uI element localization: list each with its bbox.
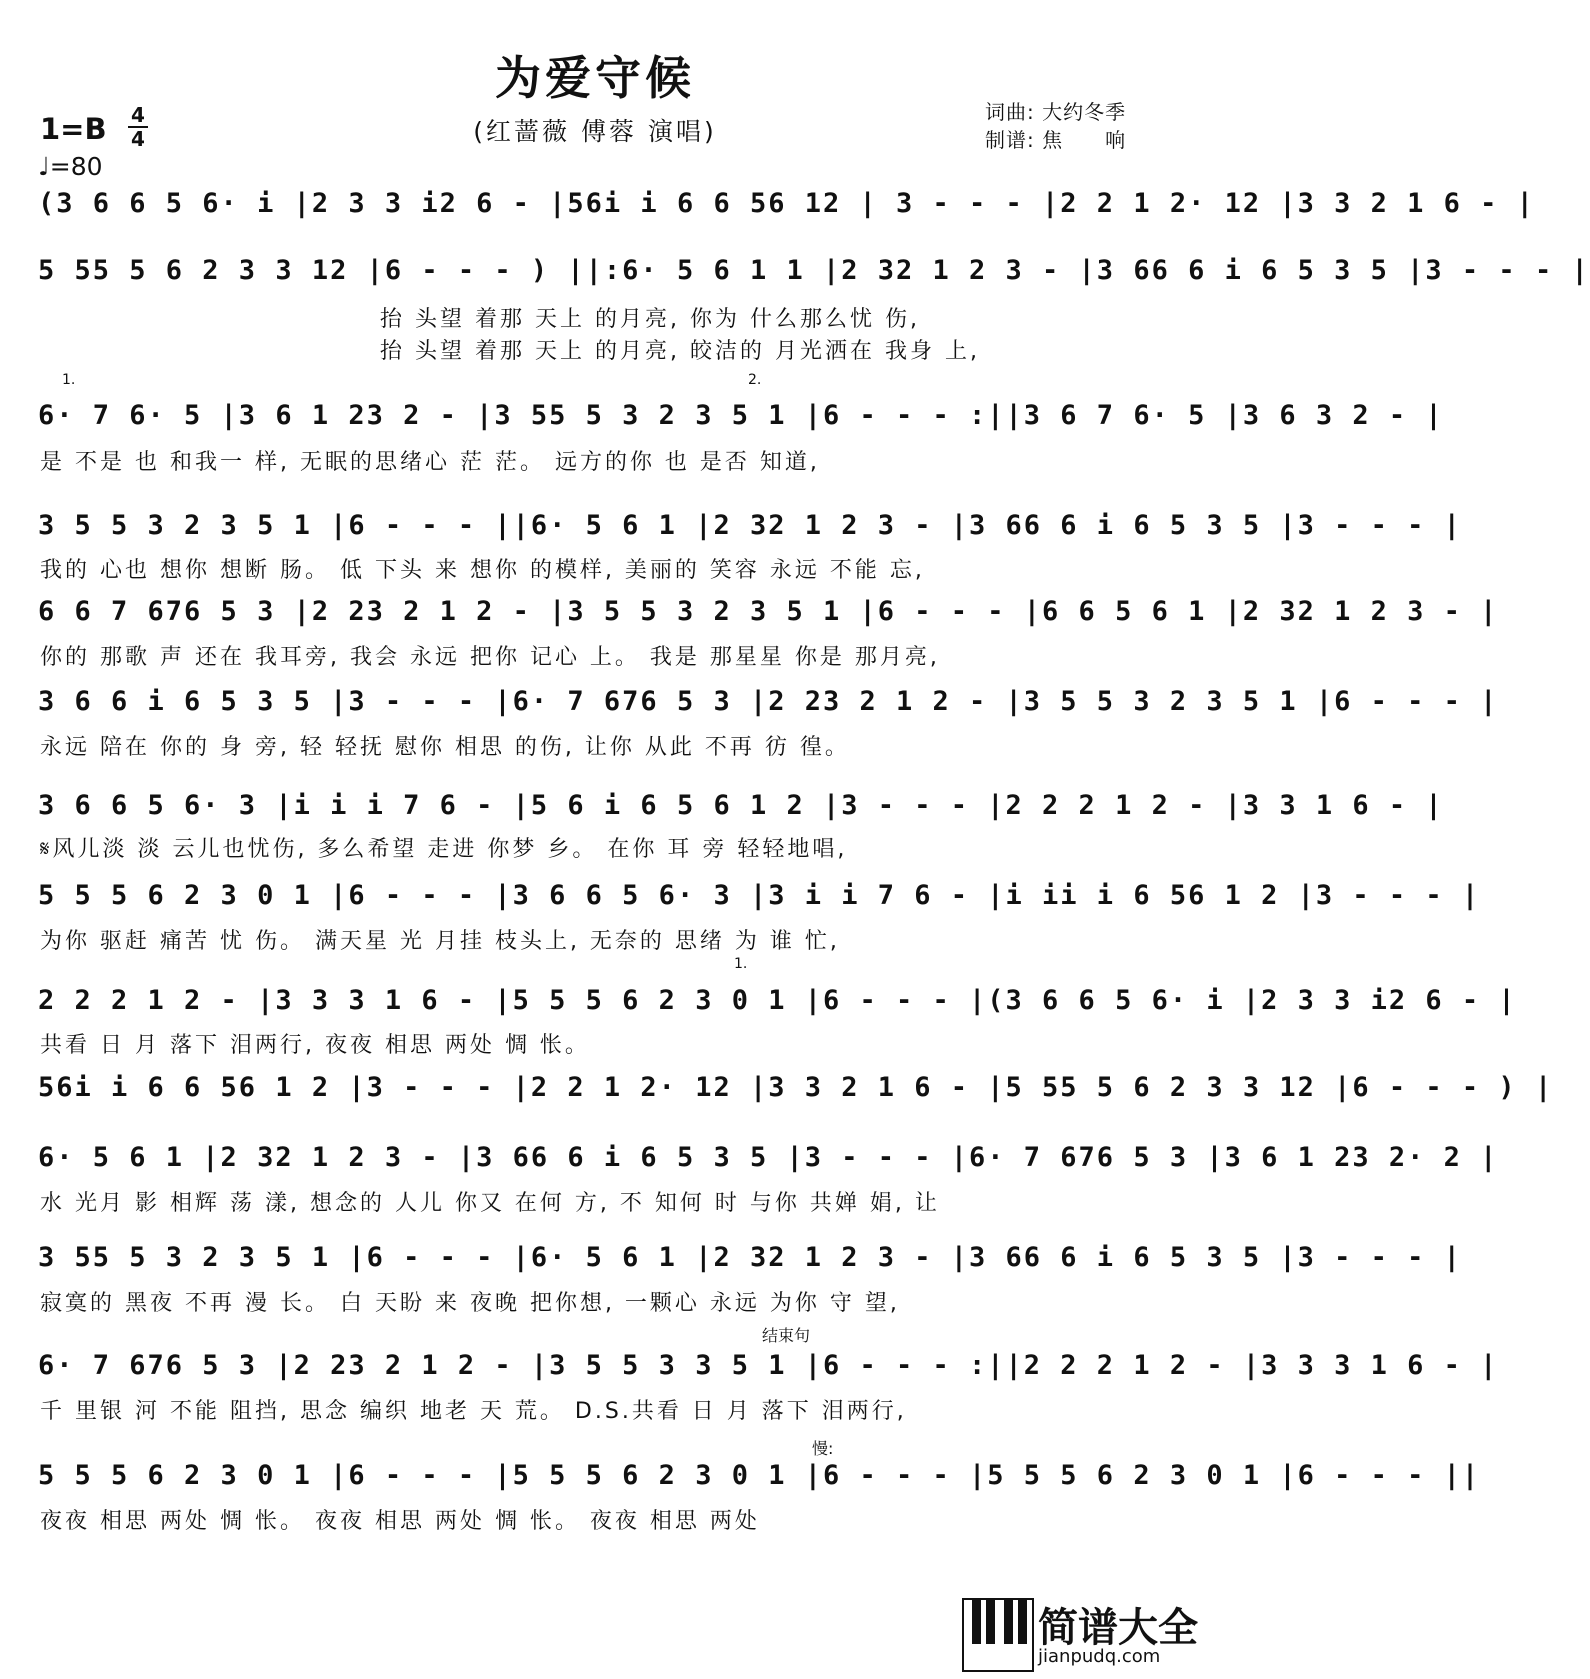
volta-1: 1. [62,372,76,388]
volta-2: 2. [748,372,762,388]
watermark-name: 简谱大全 [1038,1605,1198,1651]
lyric-line-13: 千 里银 河 不能 阻挡, 思念 编织 地老 天 荒。 D.S.共看 日 月 落下 泪两行, [40,1399,907,1424]
watermark-url: jianpudq.com [1038,1646,1161,1667]
key-signature: 1=B [40,112,107,146]
lyric-line-5: 你的 那歌 声 还在 我耳旁, 我会 永远 把你 记心 上。 我是 那星星 你是 那月亮, [40,645,940,670]
performer-subtitle: (红蔷薇 傅蓉 演唱) [473,117,717,146]
song-title: 为爱守候 [495,51,695,105]
slow-marker: 慢: [812,1439,834,1458]
lyric-line-2b: 抬 头望 着那 天上 的月亮, 皎洁的 月光洒在 我身 上, [380,339,980,364]
score-line-12: 3 55 5 3 2 3 5 1 |6 - - - |6· 5 6 1 |2 32 1 2 3 - |3 66 6 i 6 5 3 5 |3 - - - | [38,1242,1462,1273]
watermark-logo [962,1592,1198,1674]
lyric-line-14: 夜夜 相思 两处 惆 怅。 夜夜 相思 两处 惆 怅。 夜夜 相思 两处 [40,1509,760,1534]
lyric-line-4: 我的 心也 想你 想断 肠。 低 下头 来 想你 的模样, 美丽的 笑容 永远 不能 忘, [40,558,925,583]
score-line-10: 56i i 6 6 56 1 2 |3 - - - |2 2 1 2· 12 |3 3 2 1 6 - |5 55 5 6 2 3 3 12 |6 - - - ) | [38,1072,1554,1103]
tempo-mark: ♩=80 [38,152,103,181]
time-signature-bottom: 4 [128,126,148,150]
lyric-line-2a: 抬 头望 着那 天上 的月亮, 你为 什么那么忧 伤, [380,307,920,332]
arranger-credit: 制谱: 焦 响 [985,128,1127,152]
score-line-2: 5 55 5 6 2 3 3 12 |6 - - - ) ||:6· 5 6 1 1 |2 32 1 2 3 - |3 66 6 i 6 5 3 5 |3 - - - | [38,255,1590,286]
lyric-line-12: 寂寞的 黑夜 不再 漫 长。 白 天盼 来 夜晚 把你想, 一颗心 永远 为你 守 望, [40,1291,900,1316]
lyric-line-6: 永远 陪在 你的 身 旁, 轻 轻抚 慰你 相思 的伤, 让你 从此 不再 彷 徨。 [40,735,850,760]
lyricist-credit: 词曲: 大约冬季 [985,100,1127,124]
time-signature-top: 4 [131,103,145,127]
lyric-line-11: 水 光月 影 相辉 荡 漾, 想念的 人儿 你又 在何 方, 不 知何 时 与你 共婵 娟, 让 [40,1191,940,1216]
score-line-4: 3 5 5 3 2 3 5 1 |6 - - - ||6· 5 6 1 |2 32 1 2 3 - |3 66 6 i 6 5 3 5 |3 - - - | [38,510,1462,541]
score-line-9: 2 2 2 1 2 - |3 3 3 1 6 - |5 5 5 6 2 3 0 1 |6 - - - |(3 6 6 5 6· i |2 3 3 i2 6 - | [38,985,1517,1016]
lyric-line-8: 为你 驱赶 痛苦 忧 伤。 满天星 光 月挂 枝头上, 无奈的 思绪 为 谁 忙, [40,929,840,954]
score-line-14: 5 5 5 6 2 3 0 1 |6 - - - |5 5 5 6 2 3 0 1 |6 - - - |5 5 5 6 2 3 0 1 |6 - - - || [38,1460,1481,1491]
score-line-13: 6· 7 676 5 3 |2 23 2 1 2 - |3 5 5 3 3 5 1 |6 - - - :||2 2 2 1 2 - |3 3 3 1 6 - | [38,1350,1499,1381]
piano-icon [962,1598,1034,1672]
ending-marker: 结束句 [762,1326,811,1345]
lyric-line-3: 是 不是 也 和我一 样, 无眠的思绪心 茫 茫。 远方的你 也 是否 知道, [40,450,820,475]
lyric-line-7: 𝄋风儿淡 淡 云儿也忧伤, 多么希望 走进 你梦 乡。 在你 耳 旁 轻轻地唱, [40,837,848,862]
score-line-7: 3 6 6 5 6· 3 |i i i 7 6 - |5 6 i 6 5 6 1 2 |3 - - - |2 2 2 1 2 - |3 3 1 6 - | [38,790,1444,821]
score-line-3: 6· 7 6· 5 |3 6 1 23 2 - |3 55 5 3 2 3 5 1 |6 - - - :||3 6 7 6· 5 |3 6 3 2 - | [38,400,1444,431]
score-line-6: 3 6 6 i 6 5 3 5 |3 - - - |6· 7 676 5 3 |2 23 2 1 2 - |3 5 5 3 2 3 5 1 |6 - - - | [38,686,1499,717]
volta-1-interlude: 1. [734,956,748,972]
score-line-1: (3 6 6 5 6· i |2 3 3 i2 6 - |56i i 6 6 56 12 | 3 - - - |2 2 1 2· 12 |3 3 2 1 6 - | [38,188,1535,219]
time-signature [128,104,148,150]
score-line-11: 6· 5 6 1 |2 32 1 2 3 - |3 66 6 i 6 5 3 5 |3 - - - |6· 7 676 5 3 |3 6 1 23 2· 2 | [38,1142,1499,1173]
score-line-5: 6 6 7 676 5 3 |2 23 2 1 2 - |3 5 5 3 2 3 5 1 |6 - - - |6 6 5 6 1 |2 32 1 2 3 - | [38,596,1499,627]
lyric-line-9: 共看 日 月 落下 泪两行, 夜夜 相思 两处 惆 怅。 [40,1033,590,1058]
score-line-8: 5 5 5 6 2 3 0 1 |6 - - - |3 6 6 5 6· 3 |3 i i 7 6 - |i ii i 6 56 1 2 |3 - - - | [38,880,1481,911]
